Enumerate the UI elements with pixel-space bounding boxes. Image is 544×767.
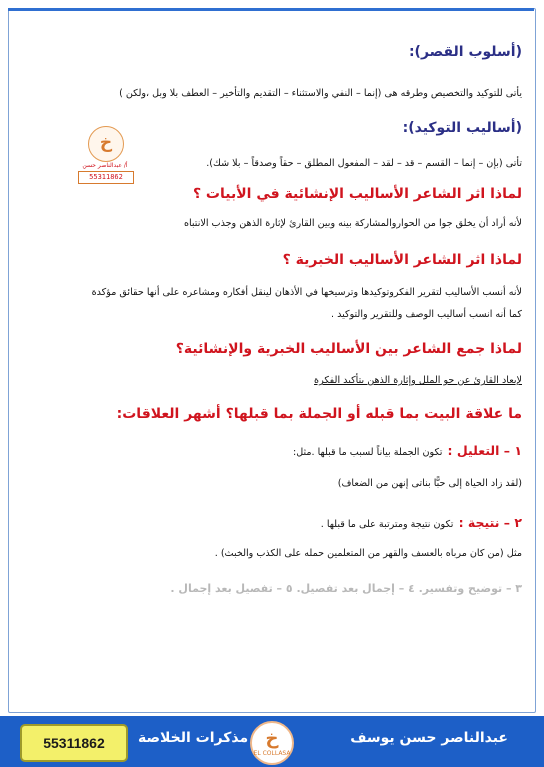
relation-2-desc: تكون نتيجة ومترتبة على ما قبلها . <box>320 519 454 530</box>
relation-2-row <box>18 512 522 531</box>
question-title-2: لماذا اثر الشاعر الأساليب الخبرية ؟ <box>282 252 522 268</box>
section-body-tawkeed: تأتى (بإن – إنما – القسم – قد – لقد – المفعول المطلق – حقاً وصدقاً – بلا شك). <box>206 158 522 169</box>
relation-1-example: (لقد زاد الحياة إلى حبًّا بناتى إنهن من الضعاف) <box>337 478 522 489</box>
stamp-phone: 55311862 <box>78 171 134 184</box>
footer-bar <box>0 716 544 767</box>
relations-more: ٣ – توضيح وتفسير. ٤ – إجمال بعد تفصيل. ٥ – تفصيل بعد إجمال . <box>170 582 522 595</box>
stamp-logo-icon: خ <box>88 126 124 162</box>
question-answer-2-line2: كما أنه انسب أساليب الوصف وللتقرير والتوكيد . <box>330 309 522 320</box>
stamp-label: أ/ عبدالناصر حسن <box>82 162 128 169</box>
section-title-qasr: (أسلوب القصر): <box>408 44 522 60</box>
section-title-tawkeed: (أساليب التوكيد): <box>402 120 522 136</box>
question-answer-3: لإبعاد القارئ عن جو الملل وإثارة الذهن بتأكيد الفكرة <box>314 375 522 386</box>
relation-1-desc: تكون الجملة بياناً لسبب ما قبلها .مثل: <box>293 447 443 458</box>
question-answer-2-line1: لأنه أنسب الأساليب لتقرير الفكروتوكيدها وترسيخها في الأذهان لينقل أفكاره ومشاعره على أنها حقائق مؤكدة <box>91 287 522 298</box>
relation-1-label: ١ – التعليل : <box>447 443 522 458</box>
collasa-logo-icon: خ EL COLLASA <box>250 721 294 765</box>
relation-2-example: مثل (من كان مرباه بالعسف والقهر من المتعلمين حمله على الكذب والخبث) . <box>214 548 522 559</box>
teacher-stamp <box>70 126 140 186</box>
question-title-4: ما علاقة البيت بما قبله أو الجملة بما قبلها؟ أشهر العلاقات: <box>116 406 522 422</box>
phone-badge: 55311862 <box>20 724 128 762</box>
question-answer-1: لأنه أراد أن يخلق جوا من الحواروالمشاركة بينه وبين القارئ لإثارة الذهن وجذب الانتباه <box>183 218 522 229</box>
question-title-1: لماذا اثر الشاعر الأساليب الإنشائية في الأبيات ؟ <box>192 186 522 202</box>
footer-series: مذكرات الخلاصة <box>138 730 249 746</box>
top-rule <box>8 8 534 11</box>
section-body-qasr: يأتى للتوكيد والتخصيص وطرقه هى (إنما – النفي والاستثناء – التقديم والتأخير – العطف بلا وبل ،ولكن ) <box>119 88 522 99</box>
page-frame <box>8 8 536 713</box>
question-title-3: لماذا جمع الشاعر بين الأساليب الخبرية والإنشائية؟ <box>175 341 522 357</box>
footer-author: عبدالناصر حسن يوسف <box>350 730 508 746</box>
relation-1-row <box>18 440 522 459</box>
relation-2-label: ٢ – نتيجة : <box>458 515 522 530</box>
